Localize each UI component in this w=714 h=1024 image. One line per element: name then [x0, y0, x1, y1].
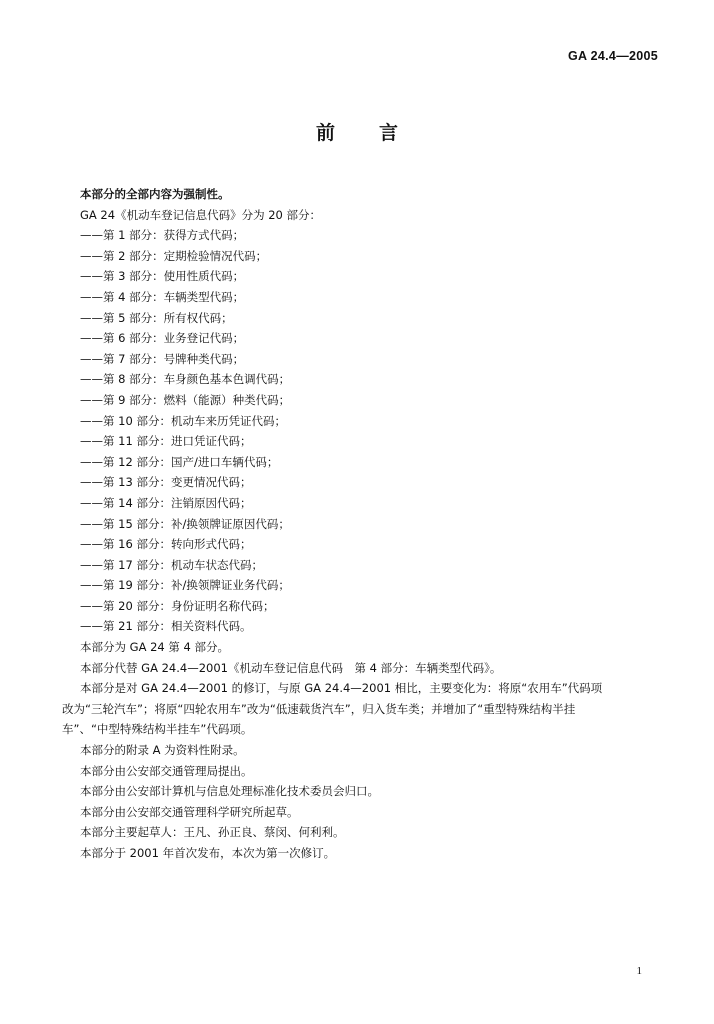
part-list-item: ——第 10 部分：机动车来历凭证代码；: [80, 413, 286, 428]
revision-line: 改为“三轮汽车”；将原“四轮农用车”改为“低速载货汽车”，归入货车类；并增加了“重型特殊结构半挂: [62, 701, 576, 716]
body-line: 本部分于 2001 年首次发布，本次为第一次修订。: [80, 846, 336, 860]
part-list-item: ——第 4 部分：车辆类型代码；: [80, 289, 245, 304]
part-list-item: ——第 16 部分：转向形式代码；: [80, 537, 252, 552]
part-list-item: ——第 7 部分：号牌种类代码；: [80, 351, 245, 366]
body-line: 本部分为 GA 24 第 4 部分。: [80, 640, 230, 655]
part-list-item: ——第 13 部分：变更情况代码；: [80, 475, 252, 490]
part-list-item: ——第 2 部分：定期检验情况代码；: [80, 248, 268, 263]
revision-line: 本部分是对 GA 24.4—2001 的修订，与原 GA 24.4—2001 相比，主要变化为：将原“农用车”代码项: [80, 681, 603, 696]
revision-paragraph: [62, 678, 670, 740]
page-number: 1: [636, 965, 642, 977]
part-list-item: ——第 17 部分：机动车状态代码；: [80, 557, 263, 572]
body-line: 本部分由公安部计算机与信息处理标准化技术委员会归口。: [80, 784, 379, 799]
body-line: 本部分主要起草人：王凡、孙正良、蔡闵、何利利。: [80, 825, 345, 840]
part-list-item: ——第 21 部分：相关资料代码。: [80, 619, 252, 634]
part-list-item: ——第 19 部分：补/换领牌证业务代码；: [80, 578, 290, 593]
body-line: 本部分代替 GA 24.4—2001《机动车登记信息代码 第 4 部分：车辆类型代码》。: [80, 660, 502, 675]
part-list-item: ——第 6 部分：业务登记代码；: [80, 331, 245, 346]
foreword-body: [62, 184, 670, 864]
mandatory-statement: 本部分的全部内容为强制性。: [80, 187, 230, 201]
body-line: 本部分由公安部交通管理科学研究所起草。: [80, 804, 299, 819]
part-list-item: ——第 5 部分：所有权代码；: [80, 310, 233, 325]
part-list-item: ——第 11 部分：进口凭证代码；: [80, 434, 252, 449]
body-line: 本部分的附录 A 为资料性附录。: [80, 743, 245, 758]
body-line: GA 24《机动车登记信息代码》分为 20 部分：: [80, 207, 322, 222]
part-list-item: ——第 1 部分：获得方式代码；: [80, 228, 245, 243]
part-list-item: ——第 9 部分：燃料（能源）种类代码；: [80, 392, 291, 407]
standard-code: GA 24.4—2005: [568, 49, 658, 63]
part-list-item: ——第 14 部分：注销原因代码；: [80, 495, 252, 510]
part-list-item: ——第 20 部分：身份证明名称代码；: [80, 598, 275, 613]
part-list-item: ——第 15 部分：补/换领牌证原因代码；: [80, 516, 290, 531]
page-title: 前言: [315, 122, 442, 144]
part-list-item: ——第 3 部分：使用性质代码；: [80, 269, 245, 284]
part-list-item: ——第 8 部分：车身颜色基本色调代码；: [80, 372, 291, 387]
part-list-item: ——第 12 部分：国产/进口车辆代码；: [80, 454, 279, 469]
body-line: 本部分由公安部交通管理局提出。: [80, 763, 253, 778]
revision-line: 车”、“中型特殊结构半挂车”代码项。: [62, 722, 253, 737]
